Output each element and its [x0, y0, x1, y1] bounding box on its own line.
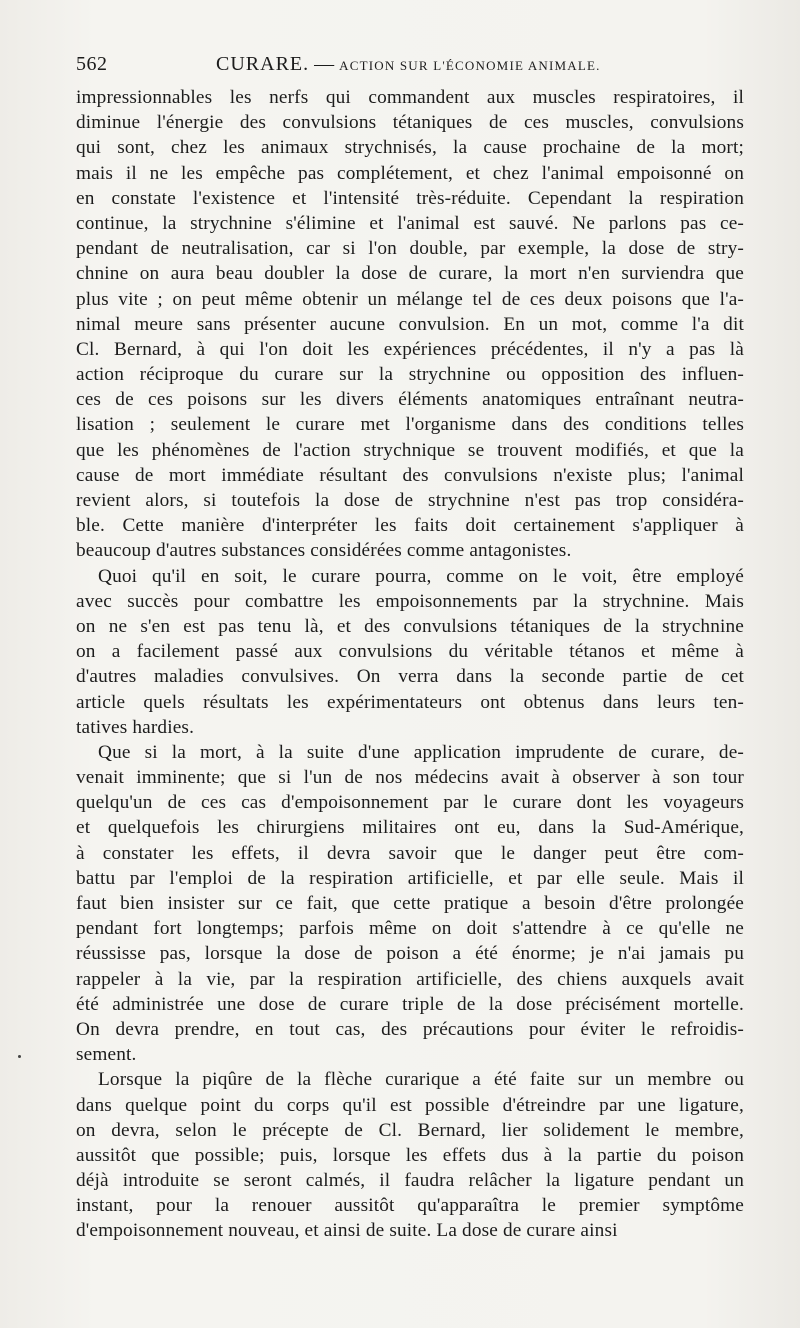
- paragraph: [76, 85, 744, 564]
- text-line: d'empoisonnement nouveau, et ainsi de suite. La dose de curare ainsi: [76, 1220, 618, 1242]
- text-line: chnine on aura beau doubler la dose de curare, la mort n'en surviendra que: [76, 263, 744, 285]
- text-line: lisation ; seulement le curare met l'organisme dans des conditions telles: [76, 414, 744, 436]
- text-line: dans quelque point du corps qu'il est possible d'étreindre par une ligature,: [76, 1094, 744, 1116]
- text-line: venait imminente; que si l'un de nos médecins avait à observer à son tour: [76, 767, 744, 789]
- text-line: été administrée une dose de curare triple de la dose précisément mortelle.: [76, 993, 744, 1015]
- paragraph: [76, 564, 744, 740]
- text-line: ces de ces poisons sur les divers éléments anatomiques entraînant neutra-: [76, 389, 744, 411]
- text-line: pendant de neutralisation, car si l'on double, par exemple, la dose de stry-: [76, 238, 744, 260]
- text-line: Cl. Bernard, à qui l'on doit les expériences précédentes, il n'y a pas là: [76, 338, 744, 360]
- text-line: et quelquefois les chirurgiens militaires ont eu, dans la Sud-Amérique,: [76, 817, 744, 839]
- text-line: on devra, selon le précepte de Cl. Bernard, lier solidement le membre,: [76, 1119, 744, 1141]
- text-line: mais il ne les empêche pas complétement, et chez l'animal empoisonné on: [76, 162, 744, 184]
- running-head-dash: —: [314, 53, 335, 75]
- text-line: tatives hardies.: [76, 716, 195, 738]
- text-line: battu par l'emploi de la respiration artificielle, et par elle seule. Mais il: [76, 867, 744, 889]
- text-line: pendant fort longtemps; parfois même on doit s'attendre à ce qu'elle ne: [76, 918, 744, 940]
- body-text: [76, 85, 744, 1244]
- running-head: [216, 50, 601, 80]
- text-line: beaucoup d'autres substances considérées comme antagonistes.: [76, 540, 572, 562]
- text-line: article quels résultats les expérimentateurs ont obtenus dans leurs ten-: [76, 691, 744, 713]
- text-line: aussitôt que possible; puis, lorsque les effets dus à la partie du poison: [76, 1144, 744, 1166]
- text-line: revient alors, si toutefois la dose de strychnine n'est pas trop considéra-: [76, 490, 744, 511]
- text-line: sement.: [76, 1044, 137, 1066]
- text-line: réussisse pas, lorsque la dose de poison a été énorme; je n'ai jamais pu: [76, 943, 744, 965]
- paragraph: [76, 740, 744, 1067]
- text-line: d'autres maladies convulsives. On verra dans la seconde partie de cet: [76, 666, 744, 688]
- text-line: nimal meure sans présenter aucune convulsion. En un mot, comme l'a dit: [76, 313, 744, 335]
- paragraph: [76, 1067, 744, 1243]
- text-line: ble. Cette manière d'interpréter les faits doit certainement s'appliquer à: [76, 515, 744, 537]
- text-line: que les phénomènes de l'action strychnique se trouvent modifiés, et que la: [76, 439, 744, 461]
- text-line: On devra prendre, en tout cas, des précautions pour éviter le refroidis-: [76, 1018, 744, 1040]
- text-line: qui sont, chez les animaux strychnisés, la cause prochaine de la mort;: [76, 137, 744, 159]
- text-line: instant, pour la renouer aussitôt qu'apparaîtra le premier symptôme: [76, 1195, 744, 1217]
- page-speck: [18, 1055, 21, 1058]
- text-line: en constate l'existence et l'intensité très-réduite. Cependant la respiration: [76, 187, 744, 209]
- text-line: à constater les effets, il devra savoir que le danger peut être com-: [76, 842, 744, 864]
- text-line: plus vite ; on peut même obtenir un mélange tel de ces deux poisons que l'a-: [76, 288, 744, 310]
- text-line: cause de mort immédiate résultant des convulsions n'existe plus; l'animal: [76, 464, 744, 486]
- text-line: avec succès pour combattre les empoisonnements par la strychnine. Mais: [76, 590, 744, 612]
- running-head-title: CURARE.: [216, 53, 310, 75]
- text-line: Quoi qu'il en soit, le curare pourra, comme on le voit, être employé: [98, 565, 744, 587]
- text-line: faut bien insister sur ce fait, que cette pratique a besoin d'être prolongée: [76, 893, 744, 914]
- text-line: Que si la mort, à la suite d'une application imprudente de curare, de-: [98, 741, 744, 763]
- running-head-subtitle: ACTION SUR L'ÉCONOMIE ANIMALE.: [339, 58, 601, 73]
- text-line: déjà introduite se seront calmés, il faudra relâcher la ligature pendant un: [76, 1170, 744, 1192]
- text-line: action réciproque du curare sur la strychnine ou opposition des influen-: [76, 364, 744, 386]
- text-line: Lorsque la piqûre de la flèche curarique a été faite sur un membre ou: [98, 1069, 744, 1091]
- text-line: continue, la strychnine s'élimine et l'animal est sauvé. Ne parlons pas ce-: [76, 212, 744, 234]
- text-line: impressionnables les nerfs qui commandent aux muscles respiratoires, il: [76, 87, 744, 108]
- text-line: on ne s'en est pas tenu là, et des convulsions tétaniques de la strychnine: [76, 615, 744, 637]
- text-line: quelqu'un de ces cas d'empoisonnement par le curare dont les voyageurs: [76, 792, 744, 814]
- page-number: 562: [76, 53, 108, 75]
- text-line: diminue l'énergie des convulsions tétaniques de ces muscles, convulsions: [76, 112, 744, 134]
- text-line: on a facilement passé aux convulsions du véritable tétanos et même à: [76, 641, 744, 663]
- page-header: [76, 50, 742, 78]
- text-line: rappeler à la vie, par la respiration artificielle, des chiens auxquels avait: [76, 968, 744, 990]
